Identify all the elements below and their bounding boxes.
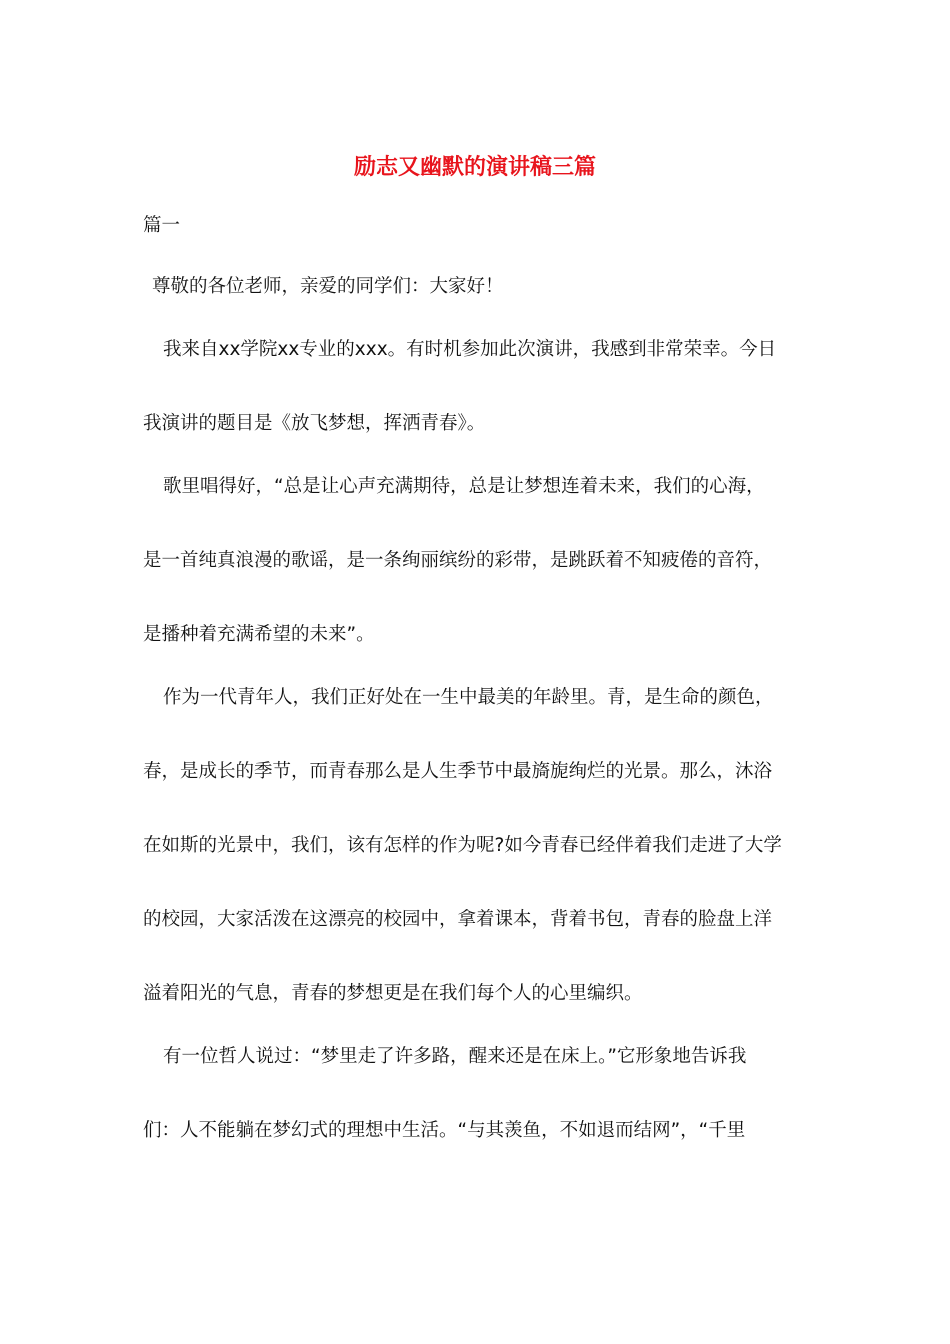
paragraph-line: 们：人不能躺在梦幻式的理想中生活。“与其羡鱼，不如退而结网”，“千里 <box>143 1120 746 1141</box>
section-heading: 篇一 <box>143 215 181 236</box>
paragraph-line: 的校园，大家活泼在这漂亮的校园中，拿着课本，背着书包，青春的脸盘上洋 <box>143 909 773 930</box>
paragraph-line: 春，是成长的季节，而青春那么是人生季节中最旖旎绚烂的光景。那么，沐浴 <box>143 761 773 782</box>
paragraph-line: 是一首纯真浪漫的歌谣，是一条绚丽缤纷的彩带，是跳跃着不知疲倦的音符， <box>143 550 773 571</box>
paragraph-line: 我演讲的题目是《放飞梦想，挥洒青春》。 <box>143 413 486 434</box>
paragraph-line: 作为一代青年人，我们正好处在一生中最美的年龄里。青，是生命的颜色， <box>163 687 774 708</box>
paragraph-line: 是播种着充满希望的未来”。 <box>143 624 375 645</box>
paragraph-line: 歌里唱得好，“总是让心声充满期待，总是让梦想连着未来，我们的心海， <box>163 476 765 497</box>
paragraph-line: 有一位哲人说过：“梦里走了许多路，醒来还是在床上。”它形象地告诉我 <box>163 1046 747 1067</box>
paragraph-line: 溢着阳光的气息，青春的梦想更是在我们每个人的心里编织。 <box>143 983 643 1004</box>
paragraph-line: 我来自xx学院xx专业的xxx。有时机参加此次演讲，我感到非常荣幸。今日 <box>163 339 777 360</box>
paragraph-line: 尊敬的各位老师，亲爱的同学们：大家好！ <box>152 276 504 297</box>
paragraph-line: 在如斯的光景中，我们，该有怎样的作为呢?如今青春已经伴着我们走进了大学 <box>143 835 782 856</box>
document-title: 励志又幽默的演讲稿三篇 <box>353 155 596 180</box>
